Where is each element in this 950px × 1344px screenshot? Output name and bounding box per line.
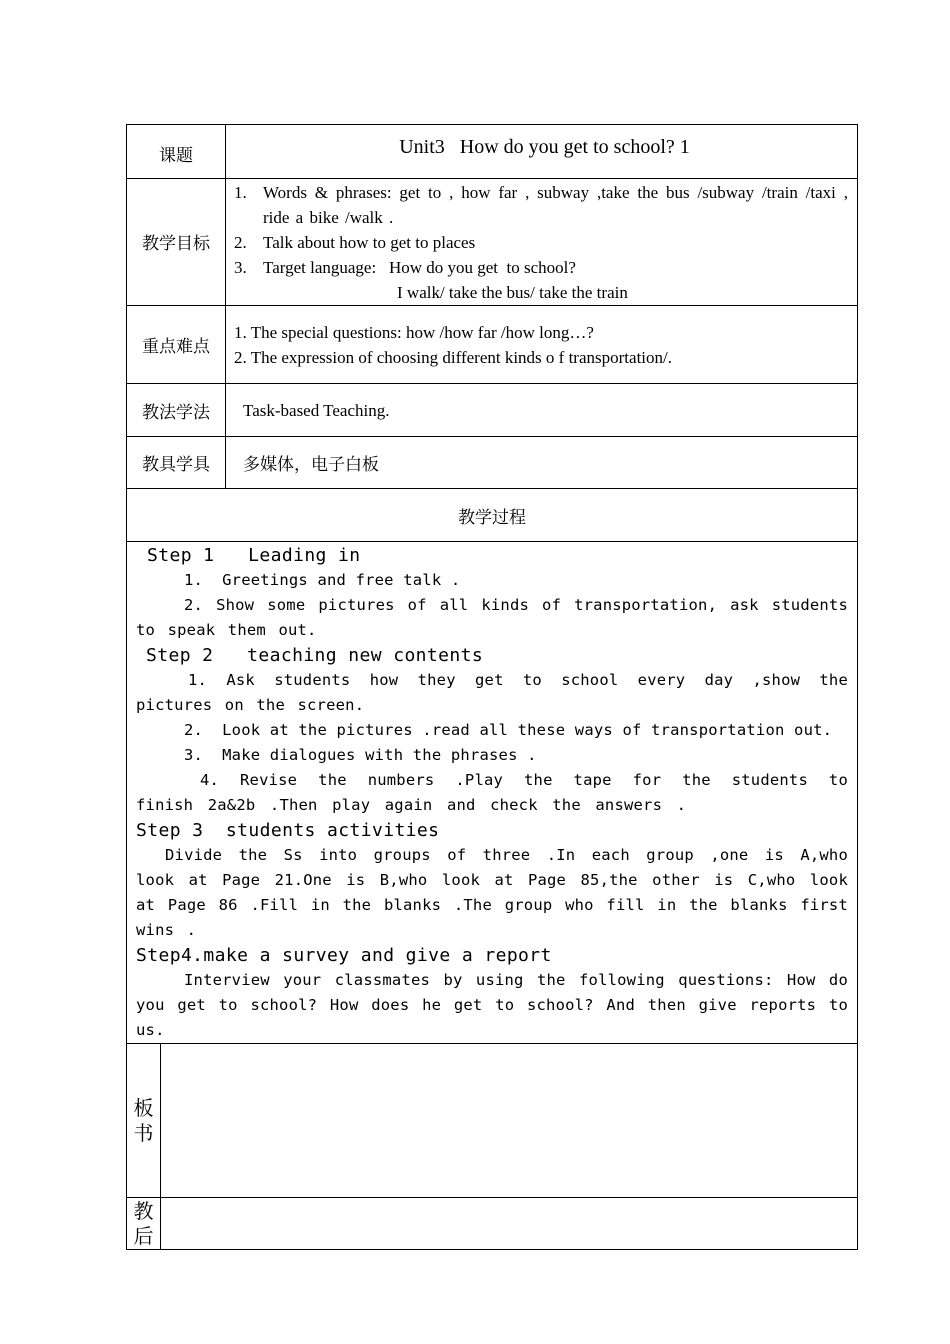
topic-text: Unit3 How do you get to school? 1 (399, 136, 690, 158)
step2-item: 1. Ask students how they get to school every day ,show the pictures on the screen. (136, 671, 848, 714)
step3-title: Step 3 students activities (136, 820, 440, 841)
methods-text: Task-based Teaching. (243, 400, 390, 420)
step4-title: Step4.make a survey and give a report (136, 945, 552, 966)
blackboard-label-char: 板 (133, 1095, 154, 1120)
methods-row (127, 384, 858, 437)
objectives-row (127, 179, 858, 306)
objectives-label: 教学目标 (127, 179, 226, 306)
blackboard-content (161, 1044, 858, 1198)
step1-item: 1. Greetings and free talk . (184, 571, 461, 589)
process-header-row (127, 489, 858, 542)
step2-item: 2. Look at the pictures .read all these ways of transportation out. (184, 721, 833, 739)
reflection-content (161, 1198, 858, 1250)
topic-row (127, 125, 858, 179)
topic-value (226, 125, 858, 179)
key-points-label: 重点难点 (127, 306, 226, 384)
objective-text: Talk about how to get to places (263, 233, 476, 252)
reflection-row (127, 1198, 858, 1250)
objective-text: Target language: How do you get to school? (263, 258, 576, 277)
topic-label: 课题 (127, 125, 226, 179)
objective-item (234, 255, 848, 280)
objective-text: Words & phrases: get to , how far , subway ,take the bus /subway /train /taxi , ride a bike /walk . (263, 183, 855, 227)
step2-item: 4. Revise the numbers .Play the tape for the students to finish 2a&2b .Then play again and check the answers . (136, 771, 848, 814)
objective-item (234, 180, 855, 230)
key-points-content (226, 306, 858, 384)
reflection-label-char: 后 (133, 1223, 154, 1248)
objective-continuation: I walk/ take the bus/ take the train (397, 283, 628, 302)
blackboard-label-char: 书 (133, 1120, 154, 1145)
step1-title: Step 1 Leading in (147, 545, 361, 566)
reflection-label (127, 1198, 161, 1250)
step2-item: 3. Make dialogues with the phrases . (184, 746, 537, 764)
step3-text: Divide the Ss into groups of three .In each group ,one is A,who look at Page 21.One is B,who look at Page 85,the other is C,who look at Page 86 .Fill in the blanks .The group who fill in the blanks first wins . (136, 846, 848, 939)
process-row (127, 542, 858, 1044)
methods-label: 教法学法 (127, 384, 226, 437)
lesson-plan (126, 124, 857, 1250)
reflection-label-char: 教 (133, 1198, 154, 1223)
objective-num: 3. (234, 258, 247, 277)
key-points-row (127, 306, 858, 384)
process-content (127, 542, 858, 1044)
tools-row (127, 437, 858, 489)
step1-item: 2. Show some pictures of all kinds of transportation, ask students to speak them out. (136, 596, 848, 639)
lesson-plan-table (126, 124, 858, 1250)
process-header: 教学过程 (127, 489, 858, 542)
objectives-content (226, 179, 858, 306)
tools-text: 多媒体，电子白板 (243, 455, 379, 475)
step4-text: Interview your classmates by using the following questions: How do you get to school? How does he get to school? And then give reports to us. (136, 971, 848, 1039)
methods-content (226, 384, 858, 437)
blackboard-row (127, 1044, 858, 1198)
key-point-line: 1. The special questions: how /how far /how long…? (234, 322, 594, 342)
objective-item (234, 230, 848, 255)
step2-title: Step 2 teaching new contents (146, 645, 484, 666)
objective-num: 1. (234, 183, 247, 202)
tools-content (226, 437, 858, 489)
objective-num: 2. (234, 233, 247, 252)
key-point-line: 2. The expression of choosing different kinds o f transportation/. (234, 347, 672, 367)
tools-label: 教具学具 (127, 437, 226, 489)
blackboard-label (127, 1044, 161, 1198)
